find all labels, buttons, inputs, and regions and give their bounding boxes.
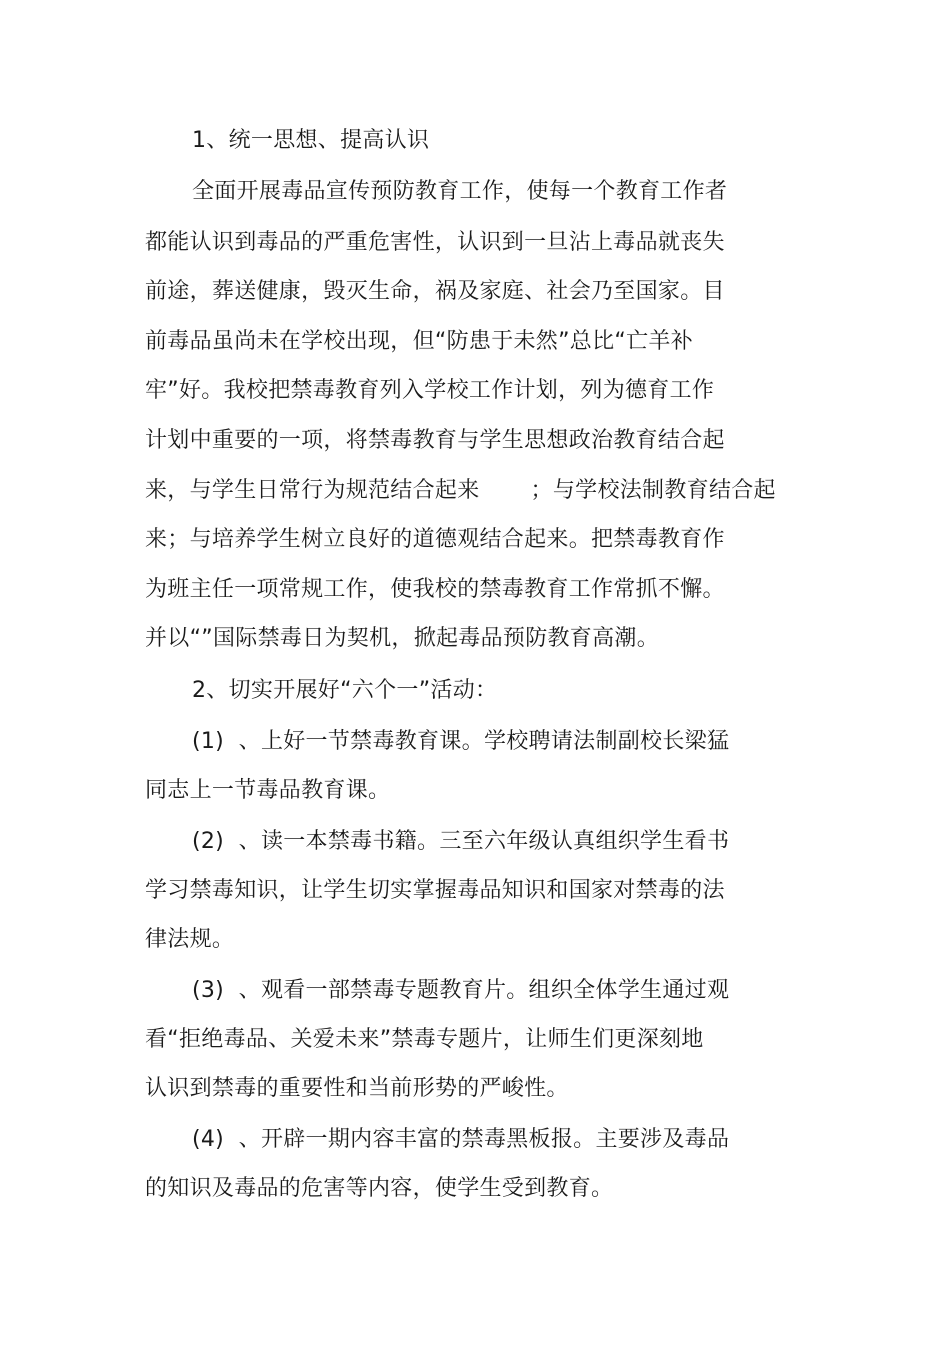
paragraph-line: 计划中重要的一项，将禁毒教育与学生思想政治教育结合起 xyxy=(145,428,725,453)
list-item-line: (1) 、上好一节禁毒教育课。学校聘请法制副校长梁猛 xyxy=(192,729,730,754)
section-heading-1: 1、统一思想、提高认识 xyxy=(192,128,430,153)
list-item-line: (4) 、开辟一期内容丰富的禁毒黑板报。主要涉及毒品 xyxy=(192,1127,730,1152)
paragraph-line: 都能认识到毒品的严重危害性，认识到一旦沾上毒品就丧失 xyxy=(145,230,725,255)
paragraph-line: 前途，葬送健康，毁灭生命，祸及家庭、社会乃至国家。目 xyxy=(145,279,725,304)
paragraph-line: 全面开展毒品宣传预防教育工作，使每一个教育工作者 xyxy=(192,179,728,204)
list-item-line: 认识到禁毒的重要性和当前形势的严峻性。 xyxy=(145,1076,569,1101)
paragraph-line: 来，与学生日常行为规范结合起来 ；与学校法制教育结合起 xyxy=(145,478,776,503)
paragraph-line: 为班主任一项常规工作，使我校的禁毒教育工作常抓不懈。 xyxy=(145,577,725,602)
paragraph-line: 并以“”国际禁毒日为契机，掀起毒品预防教育高潮。 xyxy=(145,626,659,651)
list-item-line: 同志上一节毒品教育课。 xyxy=(145,778,391,803)
list-item-line: 的知识及毒品的危害等内容，使学生受到教育。 xyxy=(145,1176,614,1201)
list-item-line: 看“拒绝毒品、关爱未来”禁毒专题片，让师生们更深刻地 xyxy=(145,1027,704,1052)
list-item-line: (2) 、读一本禁毒书籍。三至六年级认真组织学生看书 xyxy=(192,829,730,854)
paragraph-line: 牢”好。我校把禁毒教育列入学校工作计划，列为德育工作 xyxy=(145,378,715,403)
paragraph-line: 前毒品虽尚未在学校出现，但“防患于未然”总比“亡羊补 xyxy=(145,329,693,354)
paragraph-line: 来；与培养学生树立良好的道德观结合起来。把禁毒教育作 xyxy=(145,527,725,552)
list-item-line: (3) 、观看一部禁毒专题教育片。组织全体学生通过观 xyxy=(192,978,730,1003)
list-item-line: 学习禁毒知识，让学生切实掌握毒品知识和国家对禁毒的法 xyxy=(145,878,725,903)
list-item-line: 律法规。 xyxy=(145,927,235,952)
section-heading-2: 2、切实开展好“六个一”活动： xyxy=(192,678,498,703)
